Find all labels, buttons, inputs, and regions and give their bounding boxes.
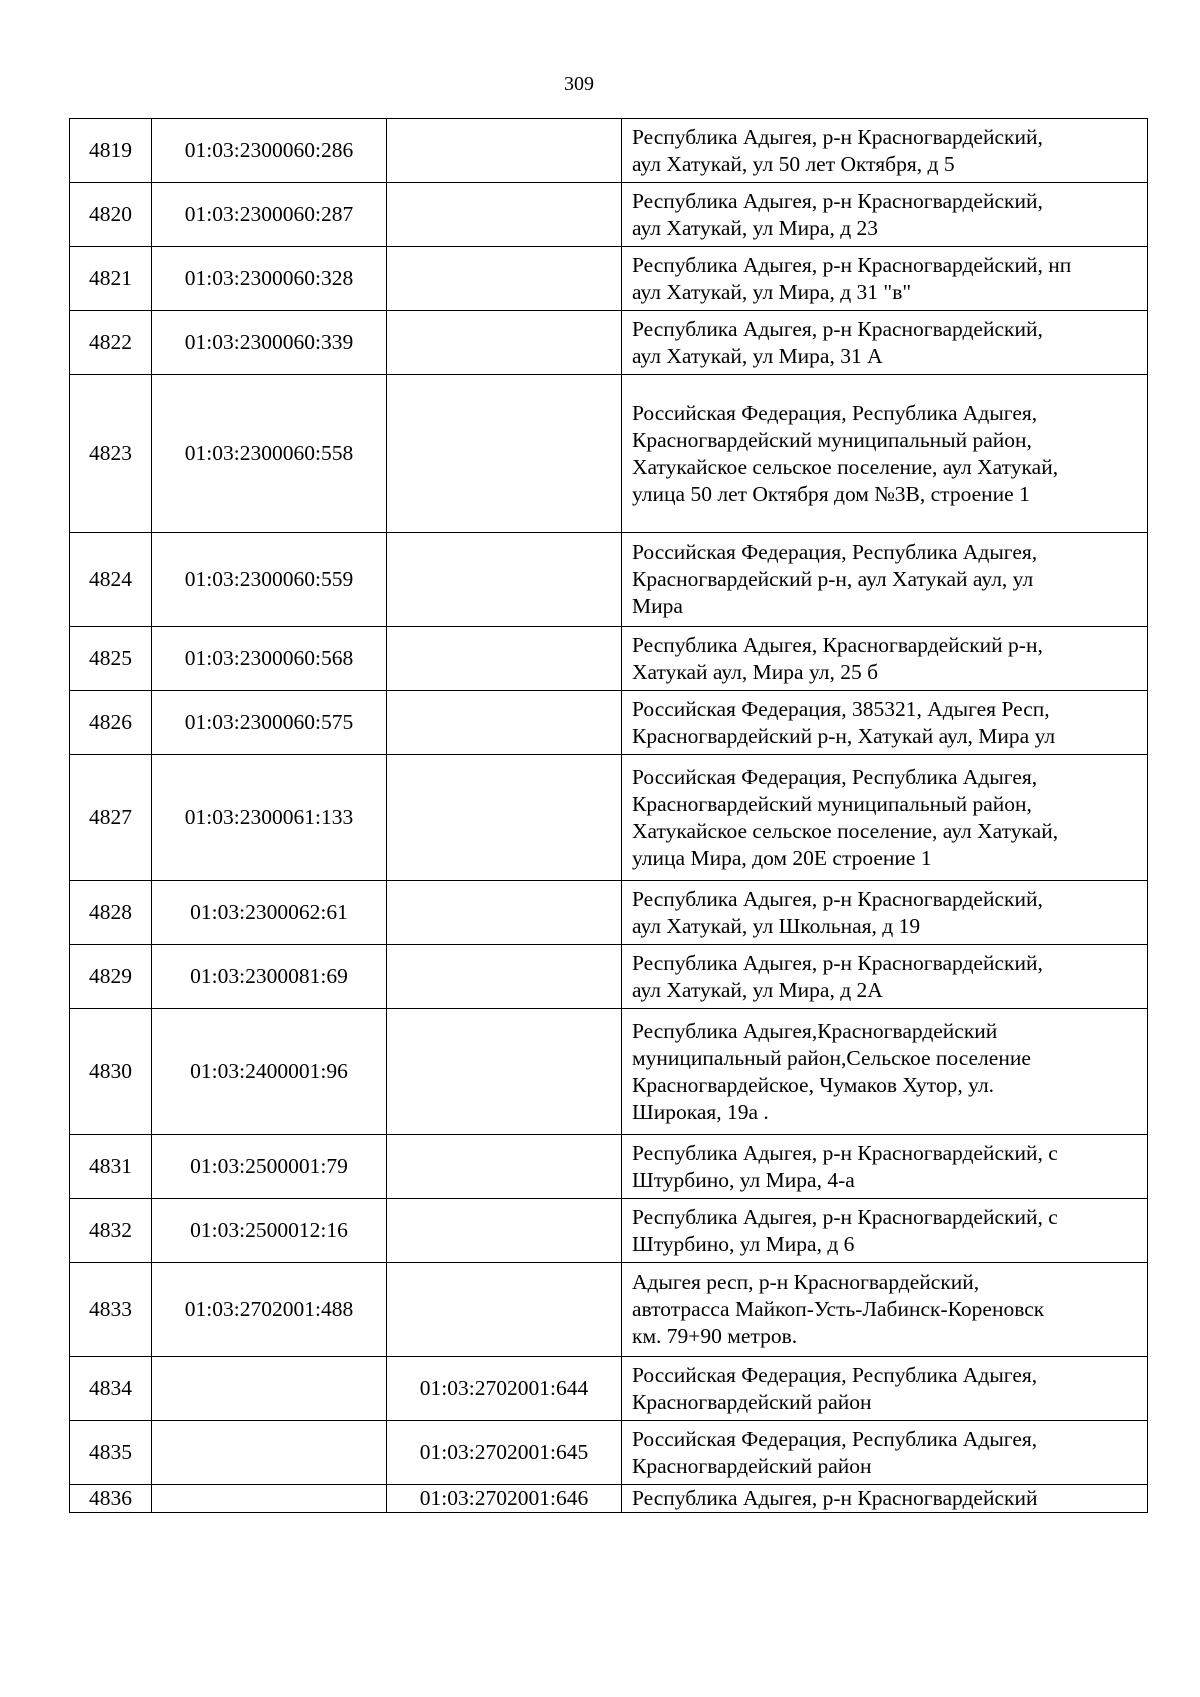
row-number-cell: 4836 bbox=[70, 1485, 152, 1513]
cadastral-number-cell: 01:03:2702001:488 bbox=[152, 1263, 387, 1357]
linked-cadastral-number-cell bbox=[387, 311, 622, 375]
cadastral-number-cell: 01:03:2300060:568 bbox=[152, 627, 387, 691]
row-number-cell: 4819 bbox=[70, 119, 152, 183]
cadastral-number-cell: 01:03:2500012:16 bbox=[152, 1199, 387, 1263]
address-line: аул Хатукай, ул Мира, 31 А bbox=[632, 343, 883, 368]
address-line: Красногвардейский район bbox=[632, 1453, 872, 1478]
address-line: Красногвардейский р-н, Хатукай аул, Мира ул bbox=[632, 723, 1056, 748]
row-number-cell: 4821 bbox=[70, 247, 152, 311]
linked-cadastral-number-cell bbox=[387, 533, 622, 627]
linked-cadastral-number-cell: 01:03:2702001:645 bbox=[387, 1421, 622, 1485]
address-cell bbox=[622, 627, 1148, 691]
linked-cadastral-number-cell bbox=[387, 183, 622, 247]
table-row bbox=[70, 1135, 1148, 1199]
cadastral-number-cell bbox=[152, 1485, 387, 1513]
address-cell bbox=[622, 945, 1148, 1009]
address-line: улица Мира, дом 20Е строение 1 bbox=[632, 845, 932, 870]
table-row bbox=[70, 375, 1148, 533]
cadastral-number-cell: 01:03:2300060:575 bbox=[152, 691, 387, 755]
linked-cadastral-number-cell bbox=[387, 247, 622, 311]
row-number-cell: 4824 bbox=[70, 533, 152, 627]
property-registry-table bbox=[69, 118, 1148, 1513]
table-row bbox=[70, 1357, 1148, 1421]
cadastral-number-cell: 01:03:2300060:286 bbox=[152, 119, 387, 183]
linked-cadastral-number-cell bbox=[387, 119, 622, 183]
linked-cadastral-number-cell bbox=[387, 881, 622, 945]
address-line: Красногвардейский муниципальный район, bbox=[632, 427, 1032, 452]
address-cell bbox=[622, 1485, 1148, 1513]
table-row bbox=[70, 1199, 1148, 1263]
table-row bbox=[70, 1485, 1148, 1513]
address-cell bbox=[622, 1357, 1148, 1421]
linked-cadastral-number-cell bbox=[387, 1135, 622, 1199]
address-line: Республика Адыгея, р-н Красногвардейский, с bbox=[632, 1204, 1058, 1229]
address-line: Российская Федерация, Республика Адыгея, bbox=[632, 1426, 1038, 1451]
address-line: Штурбино, ул Мира, д 6 bbox=[632, 1231, 855, 1256]
table-row bbox=[70, 1009, 1148, 1135]
cadastral-number-cell: 01:03:2300060:328 bbox=[152, 247, 387, 311]
address-line: аул Хатукай, ул 50 лет Октября, д 5 bbox=[632, 151, 955, 176]
row-number-cell: 4822 bbox=[70, 311, 152, 375]
table-row bbox=[70, 755, 1148, 881]
address-line: Российская Федерация, Республика Адыгея, bbox=[632, 400, 1038, 425]
cadastral-number-cell: 01:03:2300062:61 bbox=[152, 881, 387, 945]
row-number-cell: 4830 bbox=[70, 1009, 152, 1135]
address-line: км. 79+90 метров. bbox=[632, 1324, 798, 1348]
linked-cadastral-number-cell bbox=[387, 1263, 622, 1357]
row-number-cell: 4835 bbox=[70, 1421, 152, 1485]
row-number-cell: 4833 bbox=[70, 1263, 152, 1357]
address-line: Хатукайское сельское поселение, аул Хатукай, bbox=[632, 818, 1059, 843]
cadastral-number-cell: 01:03:2300081:69 bbox=[152, 945, 387, 1009]
address-line: Республика Адыгея, р-н Красногвардейский, bbox=[632, 188, 1043, 213]
cadastral-number-cell: 01:03:2400001:96 bbox=[152, 1009, 387, 1135]
linked-cadastral-number-cell bbox=[387, 627, 622, 691]
address-line: Республика Адыгея, р-н Красногвардейский, bbox=[632, 124, 1043, 149]
linked-cadastral-number-cell bbox=[387, 1009, 622, 1135]
address-line: Широкая, 19а . bbox=[632, 1099, 769, 1124]
address-line: Штурбино, ул Мира, 4-а bbox=[632, 1167, 855, 1192]
address-line: автотрасса Майкоп-Усть-Лабинск-Кореновск bbox=[632, 1297, 1045, 1321]
row-number-cell: 4820 bbox=[70, 183, 152, 247]
address-line: Хатукай аул, Мира ул, 25 б bbox=[632, 659, 879, 684]
address-line: Республика Адыгея,Красногвардейский bbox=[632, 1018, 998, 1043]
address-cell bbox=[622, 119, 1148, 183]
address-line: Хатукайское сельское поселение, аул Хатукай, bbox=[632, 454, 1059, 479]
address-line: Республика Адыгея, р-н Красногвардейский, с bbox=[632, 1140, 1058, 1165]
row-number-cell: 4828 bbox=[70, 881, 152, 945]
address-line: Республика Адыгея, Красногвардейский р-н, bbox=[632, 632, 1043, 657]
cadastral-number-cell bbox=[152, 1421, 387, 1485]
table-row bbox=[70, 247, 1148, 311]
table-row bbox=[70, 311, 1148, 375]
table-row bbox=[70, 1263, 1148, 1357]
address-line: Республика Адыгея, р-н Красногвардейский bbox=[632, 1486, 1038, 1510]
address-line: муниципальный район,Сельское поселение bbox=[632, 1045, 1031, 1070]
address-line: аул Хатукай, ул Мира, д 31 "в" bbox=[632, 279, 912, 304]
address-line: Российская Федерация, Республика Адыгея, bbox=[632, 1362, 1038, 1387]
address-line: Красногвардейский район bbox=[632, 1389, 872, 1414]
address-cell bbox=[622, 247, 1148, 311]
table-row bbox=[70, 881, 1148, 945]
table-row bbox=[70, 183, 1148, 247]
address-line: аул Хатукай, ул Мира, д 23 bbox=[632, 215, 879, 240]
cadastral-number-cell bbox=[152, 1357, 387, 1421]
address-line: Мира bbox=[632, 594, 683, 618]
cadastral-number-cell: 01:03:2300060:558 bbox=[152, 375, 387, 533]
row-number-cell: 4826 bbox=[70, 691, 152, 755]
row-number-cell: 4823 bbox=[70, 375, 152, 533]
address-cell bbox=[622, 375, 1148, 533]
linked-cadastral-number-cell: 01:03:2702001:646 bbox=[387, 1485, 622, 1513]
cadastral-number-cell: 01:03:2300060:287 bbox=[152, 183, 387, 247]
address-cell bbox=[622, 691, 1148, 755]
address-line: Красногвардейский муниципальный район, bbox=[632, 791, 1032, 816]
address-line: Российская Федерация, 385321, Адыгея Респ, bbox=[632, 696, 1050, 721]
linked-cadastral-number-cell bbox=[387, 945, 622, 1009]
row-number-cell: 4829 bbox=[70, 945, 152, 1009]
address-cell bbox=[622, 533, 1148, 627]
address-cell bbox=[622, 183, 1148, 247]
linked-cadastral-number-cell bbox=[387, 375, 622, 533]
row-number-cell: 4834 bbox=[70, 1357, 152, 1421]
address-cell bbox=[622, 755, 1148, 881]
address-cell bbox=[622, 1199, 1148, 1263]
address-line: Республика Адыгея, р-н Красногвардейский, bbox=[632, 886, 1043, 911]
linked-cadastral-number-cell bbox=[387, 755, 622, 881]
address-cell bbox=[622, 311, 1148, 375]
linked-cadastral-number-cell bbox=[387, 1199, 622, 1263]
cadastral-number-cell: 01:03:2300061:133 bbox=[152, 755, 387, 881]
registry-table-body bbox=[70, 119, 1148, 1513]
address-line: аул Хатукай, ул Мира, д 2А bbox=[632, 977, 883, 1002]
row-number-cell: 4832 bbox=[70, 1199, 152, 1263]
row-number-cell: 4827 bbox=[70, 755, 152, 881]
row-number-cell: 4825 bbox=[70, 627, 152, 691]
row-number-cell: 4831 bbox=[70, 1135, 152, 1199]
linked-cadastral-number-cell bbox=[387, 691, 622, 755]
address-line: аул Хатукай, ул Школьная, д 19 bbox=[632, 913, 921, 938]
table-row bbox=[70, 627, 1148, 691]
address-line: Республика Адыгея, р-н Красногвардейский, bbox=[632, 316, 1043, 341]
address-cell bbox=[622, 1135, 1148, 1199]
table-row bbox=[70, 691, 1148, 755]
table-row bbox=[70, 1421, 1148, 1485]
address-line: Красногвардейское, Чумаков Хутор, ул. bbox=[632, 1072, 995, 1097]
page-number: 309 bbox=[564, 73, 594, 95]
cadastral-number-cell: 01:03:2300060:339 bbox=[152, 311, 387, 375]
address-cell bbox=[622, 1421, 1148, 1485]
address-cell bbox=[622, 1009, 1148, 1135]
cadastral-number-cell: 01:03:2300060:559 bbox=[152, 533, 387, 627]
table-row bbox=[70, 119, 1148, 183]
address-line: Красногвардейский р-н, аул Хатукай аул, ул bbox=[632, 567, 1034, 591]
table-row bbox=[70, 945, 1148, 1009]
address-cell bbox=[622, 881, 1148, 945]
address-line: Адыгея респ, р-н Красногвардейский, bbox=[632, 1270, 980, 1294]
address-line: Российская Федерация, Республика Адыгея, bbox=[632, 764, 1038, 789]
cadastral-number-cell: 01:03:2500001:79 bbox=[152, 1135, 387, 1199]
address-line: Российская Федерация, Республика Адыгея, bbox=[632, 540, 1038, 564]
linked-cadastral-number-cell: 01:03:2702001:644 bbox=[387, 1357, 622, 1421]
address-line: Республика Адыгея, р-н Красногвардейский, нп bbox=[632, 252, 1072, 277]
address-line: Республика Адыгея, р-н Красногвардейский, bbox=[632, 950, 1043, 975]
address-line: улица 50 лет Октября дом №3В, строение 1 bbox=[632, 481, 1030, 506]
table-row bbox=[70, 533, 1148, 627]
address-cell bbox=[622, 1263, 1148, 1357]
